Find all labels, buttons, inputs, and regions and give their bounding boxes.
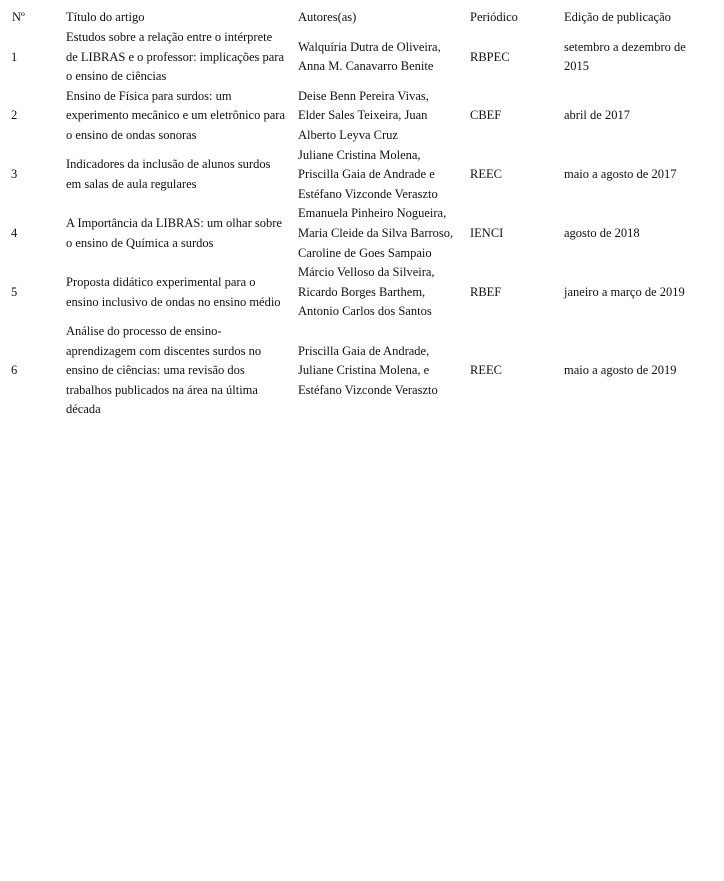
table-header-row: [6, 7, 718, 28]
row-authors: Márcio Velloso da Silveira, Ricardo Borges Barthem, Antonio Carlos dos Santos: [298, 265, 435, 319]
row-title: Análise do processo de ensino-aprendizagem com discentes surdos no ensino de ciências: uma revisão dos trabalhos publicados na área na última década: [66, 323, 262, 417]
row-edition: janeiro a março de 2019: [564, 284, 685, 299]
row-journal: IENCI: [470, 225, 504, 240]
row-edition: setembro a dezembro de 2015: [564, 39, 686, 74]
row-title: A Importância da LIBRAS: um olhar sobre o ensino de Química a surdos: [66, 216, 282, 250]
row-number: 6: [11, 363, 18, 378]
row-journal: RBPEC: [470, 49, 510, 64]
articles-table: [6, 7, 718, 420]
table-row: [6, 146, 718, 205]
row-number: 4: [11, 225, 18, 240]
table-row: [6, 87, 718, 146]
row-authors: Juliane Cristina Molena, Priscilla Gaia de Andrade e Estéfano Vizconde Veraszto: [298, 147, 438, 201]
row-journal: RBEF: [470, 284, 502, 299]
row-number: 5: [11, 284, 18, 299]
row-journal: REEC: [470, 363, 502, 378]
row-authors: Deise Benn Pereira Vivas, Elder Sales Teixeira, Juan Alberto Leyva Cruz: [298, 88, 429, 142]
row-title: Indicadores da inclusão de alunos surdos em salas de aula regulares: [66, 157, 271, 191]
table-row: [6, 263, 718, 322]
row-edition: abril de 2017: [564, 108, 630, 123]
row-number: 3: [11, 167, 18, 182]
row-title: Estudos sobre a relação entre o intérprete de LIBRAS e o professor: implicações para o ensino de ciências: [66, 30, 284, 84]
header-number: Nº: [12, 9, 25, 24]
row-authors: Walquíria Dutra de Oliveira, Anna M. Canavarro Benite: [298, 39, 441, 74]
row-journal: REEC: [470, 167, 502, 182]
row-number: 1: [11, 49, 18, 64]
row-authors: Emanuela Pinheiro Nogueira, Maria Cleide da Silva Barroso, Caroline de Goes Sampaio: [298, 206, 454, 260]
table-row: [6, 204, 718, 263]
row-title: Proposta didático experimental para o ensino inclusivo de ondas no ensino médio: [66, 274, 281, 309]
row-journal: CBEF: [470, 108, 502, 123]
header-authors: Autores(as): [298, 9, 357, 24]
row-number: 2: [11, 108, 18, 123]
header-title: Título do artigo: [66, 9, 145, 24]
header-edition: Edição de publicação: [564, 9, 671, 24]
row-authors: Priscilla Gaia de Andrade, Juliane Cristina Molena, e Estéfano Vizconde Veraszto: [298, 343, 438, 397]
table-row: [6, 28, 718, 87]
table-row: [6, 322, 718, 420]
row-edition: maio a agosto de 2017: [564, 167, 677, 182]
row-edition: maio a agosto de 2019: [564, 363, 677, 378]
row-edition: agosto de 2018: [564, 225, 640, 240]
row-title: Ensino de Física para surdos: um experimento mecânico e um eletrônico para o ensino de ondas sonoras: [66, 88, 285, 142]
header-journal: Periódico: [470, 9, 518, 24]
